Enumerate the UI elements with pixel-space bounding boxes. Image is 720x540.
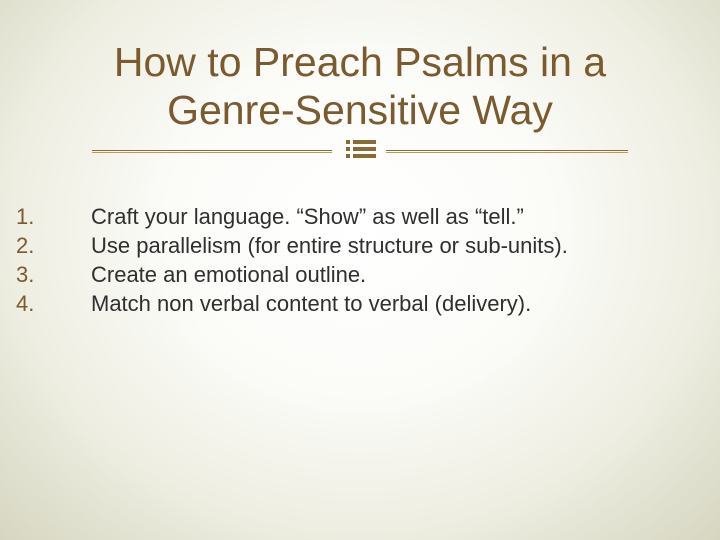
list-item xyxy=(0,202,720,231)
list-item-text: Create an emotional outline. xyxy=(91,262,367,287)
list-item xyxy=(0,231,720,260)
list-item-text: Match non verbal content to verbal (delivery). xyxy=(91,291,532,316)
bullet-list-icon xyxy=(344,137,378,161)
title-divider xyxy=(92,148,628,160)
list-item xyxy=(0,289,720,318)
list-item-number: 4. xyxy=(16,291,35,316)
slide-title-line-2: Genre-Sensitive Way xyxy=(167,87,553,133)
divider-rule-left xyxy=(92,150,332,151)
divider-rule-left-secondary xyxy=(92,152,332,153)
list-item-number: 1. xyxy=(16,204,35,229)
numbered-list xyxy=(0,202,720,318)
list-item-number: 2. xyxy=(16,233,35,258)
list-item xyxy=(0,260,720,289)
list-item-number: 3. xyxy=(16,262,35,287)
divider-rule-right-secondary xyxy=(386,152,628,153)
divider-rule-right xyxy=(386,150,628,151)
list-item-text: Use parallelism (for entire structure or sub-units). xyxy=(91,233,568,258)
slide-title xyxy=(60,38,660,134)
list-item-text: Craft your language. “Show” as well as “tell.” xyxy=(91,204,524,229)
slide-title-line-1: How to Preach Psalms in a xyxy=(113,39,607,85)
